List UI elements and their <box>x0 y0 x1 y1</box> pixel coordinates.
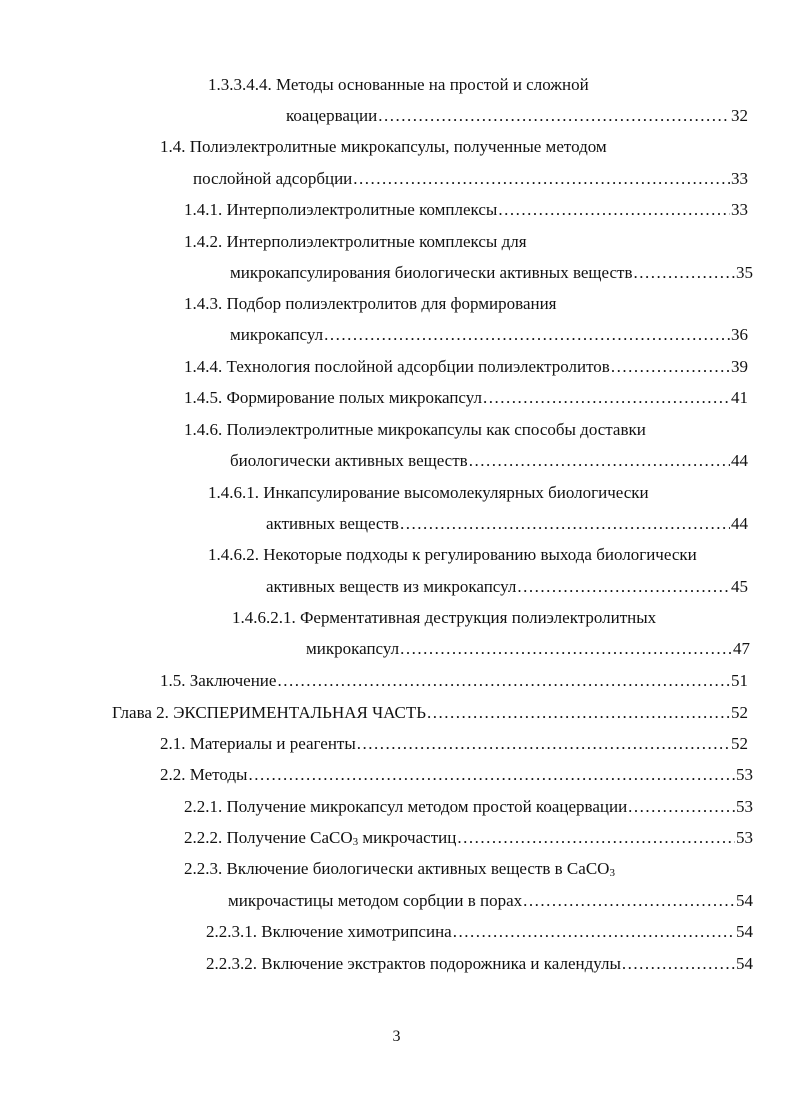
toc-leader <box>498 200 730 220</box>
toc-entry-1-4-2 <box>184 232 527 252</box>
toc-leader <box>634 263 736 283</box>
toc-page: 54 <box>736 922 753 941</box>
toc-page: 36 <box>731 325 748 344</box>
toc-number: 1.4.3. <box>184 294 223 313</box>
toc-entry-1-3-3-4-4 <box>208 75 589 95</box>
toc-entry-2-2 <box>160 765 753 785</box>
toc-number: 1.4.6.2. <box>208 545 259 564</box>
toc-title: Получение микрокапсул методом простой коацервации <box>226 797 628 816</box>
toc-entry-2-2-3 <box>184 859 615 879</box>
toc-number: 1.4.4. <box>184 357 223 376</box>
toc-leader <box>457 828 735 848</box>
toc-page: 33 <box>731 200 748 219</box>
toc-leader <box>523 891 735 911</box>
toc-title: Полиэлектролитные микрокапсулы, полученные методом <box>189 137 607 156</box>
toc-number: 2.2.3.1. <box>206 922 257 941</box>
toc-title-cont: микрокапсул <box>306 639 400 658</box>
toc-title-cont: микрочастицы методом сорбции в порах <box>228 891 523 910</box>
toc-title: Интерполиэлектролитные комплексы <box>226 200 498 219</box>
toc-title-cont: микрокапсул <box>230 325 324 344</box>
toc-title: Интерполиэлектролитные комплексы для <box>226 232 527 251</box>
toc-entry-2-1 <box>160 734 748 754</box>
toc-entry-1-4-6-2-1-cont <box>306 639 750 659</box>
toc-title-after: микрочастиц <box>358 828 457 847</box>
toc-leader <box>357 734 730 754</box>
toc-leader <box>622 954 735 974</box>
toc-title: Полиэлектролитные микрокапсулы как способы доставки <box>226 420 646 439</box>
toc-entry-1-4-6-2-1 <box>232 608 656 628</box>
toc-leader <box>248 765 735 785</box>
toc-title: Ферментативная деструкция полиэлектролитных <box>300 608 657 627</box>
toc-entry-chapter-2 <box>112 703 748 723</box>
toc-entry-1-4-4 <box>184 357 748 377</box>
toc-page: 53 <box>736 828 753 847</box>
toc-page: 53 <box>736 797 753 816</box>
toc-entry-1-4-3 <box>184 294 557 314</box>
toc-number: 1.4.6.1. <box>208 483 259 502</box>
toc-page: 33 <box>731 169 748 188</box>
toc-title: Технология послойной адсорбции полиэлектролитов <box>226 357 610 376</box>
toc-number: 1.5. <box>160 671 186 690</box>
toc-title-before: Получение CaCO <box>226 828 353 847</box>
toc-leader <box>611 357 730 377</box>
toc-entry-1-4-6-2-cont <box>266 577 748 597</box>
toc-entry-1-4-6 <box>184 420 646 440</box>
toc-number: 1.4.2. <box>184 232 223 251</box>
toc-entry-1-4-6-cont <box>230 451 748 471</box>
toc-leader <box>427 703 730 723</box>
toc-leader <box>353 169 730 189</box>
toc-title: Подбор полиэлектролитов для формирования <box>226 294 557 313</box>
toc-page: 52 <box>731 703 748 722</box>
toc-leader <box>628 797 735 817</box>
toc-page: 54 <box>736 891 753 910</box>
toc-title-before: Включение биологически активных веществ в CaCO <box>226 859 610 878</box>
toc-title-cont: активных веществ <box>266 514 399 533</box>
toc-leader <box>453 922 735 942</box>
toc-number: 2.2.3.2. <box>206 954 257 973</box>
toc-number: 1.4.5. <box>184 388 223 407</box>
toc-leader <box>400 639 732 659</box>
toc-leader <box>277 671 730 691</box>
toc-title-cont: послойной адсорбции <box>193 169 353 188</box>
toc-title-cont: активных веществ из микрокапсул <box>266 577 517 596</box>
toc-title: Материалы и реагенты <box>189 734 356 753</box>
toc-number: 1.4. <box>160 137 186 156</box>
toc-title-cont: микрокапсулирования биологически активных веществ <box>230 263 633 282</box>
toc-title: Формирование полых микрокапсул <box>226 388 482 407</box>
toc-title: Включение химотрипсина <box>261 922 452 941</box>
toc-number: Глава 2. <box>112 703 169 722</box>
toc-entry-1-5 <box>160 671 748 691</box>
toc-leader <box>378 106 730 126</box>
toc-title: Инкапсулирование высомолекулярных биологически <box>263 483 649 502</box>
toc-title: ЭКСПЕРИМЕНТАЛЬНАЯ ЧАСТЬ <box>173 703 427 722</box>
toc-number: 2.2.3. <box>184 859 223 878</box>
toc-page: 52 <box>731 734 748 753</box>
toc-entry-1-4-cont <box>193 169 748 189</box>
toc-title: Заключение <box>189 671 277 690</box>
toc-leader <box>483 388 730 408</box>
toc-number: 1.4.6.2.1. <box>232 608 296 627</box>
toc-title: Методы основанные на простой и сложной <box>276 75 589 94</box>
toc-leader <box>469 451 730 471</box>
toc-entry-2-2-3-1 <box>206 922 753 942</box>
toc-entry-1-4-1 <box>184 200 748 220</box>
toc-leader <box>517 577 730 597</box>
toc-entry-1-3-3-4-4-cont <box>286 106 748 126</box>
toc-page: 32 <box>731 106 748 125</box>
toc-title: Некоторые подходы к регулированию выхода биологически <box>263 545 697 564</box>
toc-number: 2.2.1. <box>184 797 223 816</box>
toc-leader <box>400 514 730 534</box>
toc-entry-1-4-5 <box>184 388 748 408</box>
toc-title-subscript: 3 <box>609 867 615 879</box>
toc-title-subscript: 3 <box>352 836 359 848</box>
toc-page: 47 <box>733 639 750 658</box>
toc-page: 35 <box>736 263 753 282</box>
toc-page: 53 <box>736 765 753 784</box>
toc-entry-1-4-6-1 <box>208 483 649 503</box>
toc-entry-2-2-3-2 <box>206 954 753 974</box>
toc-entry-2-2-3-cont <box>228 891 753 911</box>
toc-page: 54 <box>736 954 753 973</box>
toc-number: 2.1. <box>160 734 186 753</box>
toc-number: 1.4.6. <box>184 420 223 439</box>
toc-entry-2-2-1 <box>184 797 753 817</box>
toc-number: 1.4.1. <box>184 200 223 219</box>
toc-number: 2.2.2. <box>184 828 223 847</box>
toc-title-cont: коацервации <box>286 106 378 125</box>
toc-page: 41 <box>731 388 748 407</box>
toc-entry-1-4-3-cont <box>230 325 748 345</box>
toc-page: 44 <box>731 451 748 470</box>
toc-entry-1-4 <box>160 137 607 157</box>
toc-number: 2.2. <box>160 765 186 784</box>
toc-entry-1-4-6-2 <box>208 545 697 565</box>
toc-leader <box>324 325 730 345</box>
toc-title: Методы <box>189 765 248 784</box>
toc-page: 39 <box>731 357 748 376</box>
page-number: 3 <box>392 1028 401 1045</box>
toc-page: 51 <box>731 671 748 690</box>
toc-entry-2-2-2 <box>184 828 753 848</box>
toc-page: 44 <box>731 514 748 533</box>
toc-title-cont: биологически активных веществ <box>230 451 468 470</box>
toc-page: 45 <box>731 577 748 596</box>
toc-entry-1-4-2-cont <box>230 263 753 283</box>
toc-title: Включение экстрактов подорожника и календулы <box>261 954 621 973</box>
toc-number: 1.3.3.4.4. <box>208 75 272 94</box>
toc-entry-1-4-6-1-cont <box>266 514 748 534</box>
